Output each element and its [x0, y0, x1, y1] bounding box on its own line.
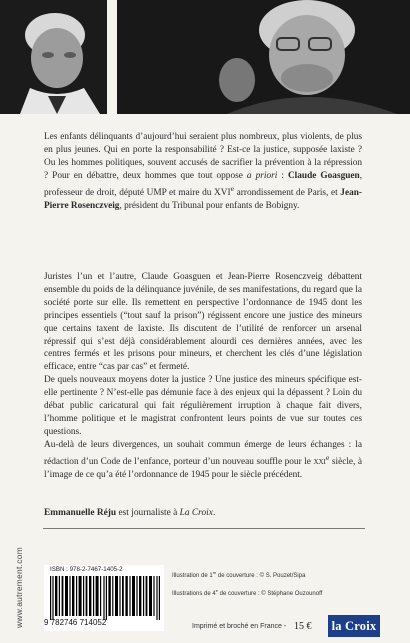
- body-text: [44, 271, 362, 482]
- la-croix-logo: la Croix: [328, 615, 380, 637]
- isbn-label: ISBN : 978-2-7467-1405-2: [50, 566, 123, 573]
- price-label: 15 €: [294, 621, 312, 632]
- author-photo-rosenczveig: [117, 0, 410, 114]
- name-rosenczveig: Jean-Pierre Rosenczveig: [44, 187, 362, 211]
- author-byline: Emmanuelle Réju est journaliste à La Croix.: [44, 508, 216, 518]
- cover-credit-back: Illustrations de 4e de couverture : © Stéphane Ouzounoff: [172, 588, 323, 597]
- intro-paragraph: Les enfants délinquants d’aujourd’hui seraient plus nombreux, plus violents, de plus en plus jeunes. Qui en porte la responsabilité ? Est-ce la justice, supposée laxiste ? Ou les hommes politiques, souvent accusés de sacrifier la prévention à la répression ? Pour en débattre, deux hommes que tout oppose a priori : Claude Goasguen, professeur de droit, député UMP et maire du XVIe arrondissement de Paris, et Jean-Pierre Rosenczveig, président du Tribunal pour enfants de Bobigny.: [44, 132, 363, 211]
- footer-divider: [43, 528, 365, 529]
- body-paragraph-1: Juristes l’un et l’autre, Claude Goasguen et Jean-Pierre Rosenczveig débattent ensemble du poids de la délinquance juvénile, de ses manifestations, du regard que la société porte sur elle. Ils remettent en perspective l’ordonnance de 1945 dont les principes essentiels (“tout sauf la prison”) régissent encore une justice des mineurs que certains taxent de laxiste. Ils discutent de l’utilité de renforcer un arsenal répressif qui s’est déjà considérablement alourdi ces dernières années, avec les centres fermés et les prisons pour mineurs, et cherchent les clés d’une législation efficace, entre “cas par cas” et fermeté.: [44, 272, 362, 373]
- byline-name: Emmanuelle Réju: [44, 508, 117, 518]
- body-paragraph-3: Au-delà de leurs divergences, un souhait commun émerge de leurs échanges : la rédaction d’un Code de l’enfance, porteur d’un nouveau souffle pour le xxi$^e$ siècle, à l’image de ce qu’a été l’ordonnance de 1945 pour le siècle précédent.: [44, 439, 363, 480]
- author-photo-goasguen: [0, 0, 107, 114]
- cover-photos: [0, 0, 410, 116]
- barcode-number: 9 782746 714052: [44, 618, 107, 627]
- byline-outlet: La Croix: [179, 508, 213, 518]
- cover-credit-front: Illustration de 1re de couverture : © S. Pouzet/Sipa: [172, 570, 306, 579]
- name-goasguen: Claude Goasguen: [287, 170, 360, 181]
- publisher-url[interactable]: [8, 528, 24, 633]
- imprint-line: Imprimé et broché en France -: [192, 623, 287, 630]
- body-paragraph-2: De quels nouveaux moyens doter la justice ? Une justice des mineurs spécifique est-elle pertinente ? N’est-elle pas démunie face à des enjeux qui la dépassent ? Loin du débat public caricatural qui fait régulièrement irruption à chaque fait divers, l’homme politique et le magistrat confrontent leurs points de vue sur toutes ces questions.: [44, 375, 362, 437]
- publisher-url-text: www.autrement.com: [14, 547, 24, 628]
- a-priori-italic: a priori: [246, 170, 278, 181]
- barcode-image: [50, 576, 160, 620]
